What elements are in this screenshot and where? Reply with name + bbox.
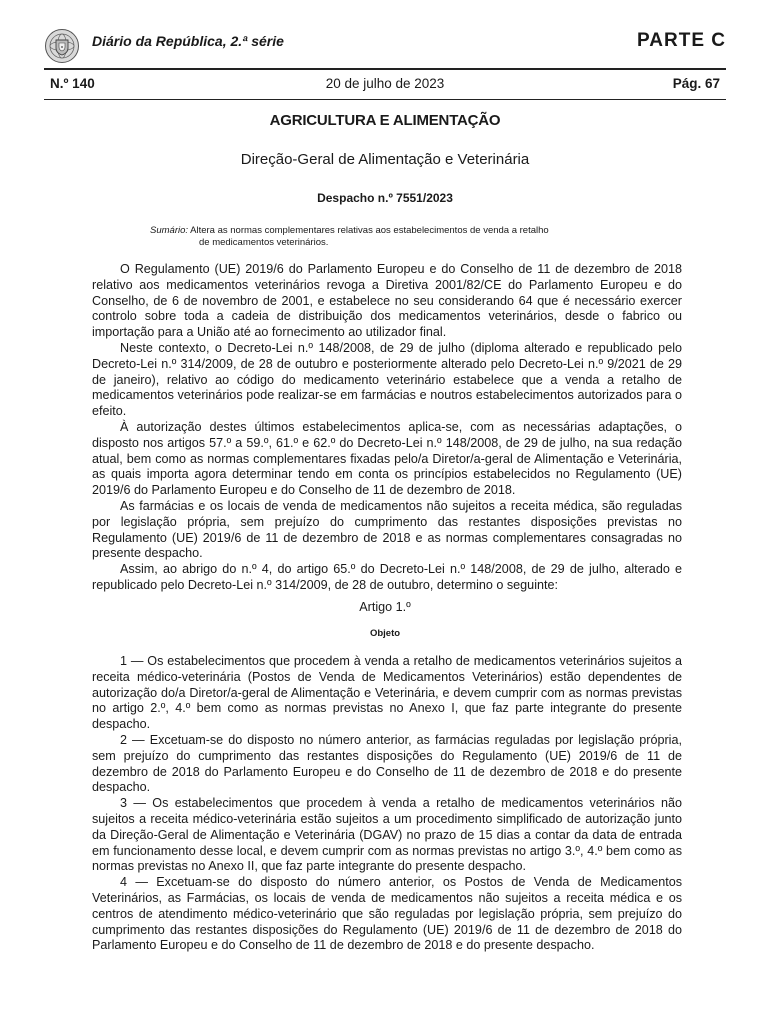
part-label: PARTE C [637,30,726,51]
issue-bar [50,76,720,94]
preamble [92,262,682,594]
directorate-heading: Direção-Geral de Alimentação e Veterinária [240,151,530,168]
preamble-paragraph: O Regulamento (UE) 2019/6 do Parlamento Europeu e do Conselho de 11 de dezembro de 2018 relativo aos medicamentos veterinários revoga a Diretiva 2001/82/CE do Parlamento Europeu e do Conselho, de 6 de novembro de 2001, e estabelece no seu considerando 64 que é necessário exercer controlo sobre toda a cadeia de distribuição dos medicamentos veterinários, desde o fabrico ou importação para a União até ao fornecimento ao utilizador final. [92,262,682,340]
summary-line-1: Altera as normas complementares relativas aos estabelecimentos de venda a retalho [190,225,549,236]
journal-title: Diário da República, 2.ª série [92,33,284,49]
summary [150,225,630,249]
preamble-paragraph: As farmácias e os locais de venda de medicamentos não sujeitos a receita médica, são reguladas por legislação própria, sem prejuízo do cumprimento das restantes disposições previstas no Regulamento (UE) 2019/6 de 11 de dezembro de 2018 e as normas complementares consagradas no presente despacho. [92,498,682,561]
preamble-paragraph: Assim, ao abrigo do n.º 4, do artigo 65.º do Decreto-Lei n.º 148/2008, de 29 de julho, alterado e republicado pelo Decreto-Lei n.º 314/2009, de 28 de outubro, determino o seguinte: [92,562,682,592]
preamble-paragraph: À autorização destes últimos estabelecimentos aplica-se, com as necessárias adaptações, o disposto nos artigos 57.º a 59.º, 61.º e 62.º do Decreto-Lei n.º 148/2008, de 29 de julho, na sua redação atual, bem como as normas complementares fixadas pelo/a Diretor/a-geral de Alimentação e Veterinária, as quais importa agora determinar tendo em conta os princípios estabelecidos no Regulamento (UE) 2019/6 do Parlamento Europeu e do Conselho de 11 de dezembro de 2018. [92,419,682,498]
article-paragraph: 2 — Excetuam-se do disposto no número anterior, as farmácias reguladas por legislação própria, sem prejuízo do cumprimento das restantes disposições do Regulamento (UE) 2019/6 de 11 de dezembro de 2018 do Parlamento Europeu e do Conselho de 11 de dezembro de 2018 e do presente despacho. [92,732,682,795]
ministry-heading: AGRICULTURA E ALIMENTAÇÃO [269,112,501,129]
summary-label: Sumário: [150,225,189,236]
issue-number: N.º 140 [50,76,95,91]
article-paragraph: 4 — Excetuam-se do disposto do número anterior, os Postos de Venda de Medicamentos Veterinários, as Farmácias, os locais de venda de medicamentos não sujeitos a receita médica e os centros de atendimento médico-veterinário que são reguladas por legislação própria, sem prejuízo do cumprimento das restantes disposições do Regulamento (UE) 2019/6 de 11 de dezembro de 2018 do Parlamento Europeu e do Conselho de 11 de dezembro de 2018 e do presente despacho. [92,875,682,953]
article-body [92,654,682,954]
issue-divider [44,99,726,100]
article-paragraph: 1 — Os estabelecimentos que procedem à venda a retalho de medicamentos veterinários sujeitos a receita médico-veterinária (Postos de Venda de Medicamentos Veterinários) estão dependentes de autorização do/a Diretor/a-geral de Alimentação e Veterinária, e devem cumprir com as normas previstas no artigo 2.º, 4.º bem como as normas previstas no Anexo I, que faz parte integrante do presente despacho. [92,654,682,732]
publication-date: 20 de julho de 2023 [325,76,445,91]
preamble-paragraph: Neste contexto, o Decreto-Lei n.º 148/2008, de 29 de julho (diploma alterado e republicado pelo Decreto-Lei n.º 314/2009, de 28 de outubro e posteriormente alterado pelo Decreto-Lei n.º 9/2021 de 29 de janeiro), relativo ao código do medicamento veterinário estabelece que a venda a retalho de medicamentos veterinários pode realizar-se em farmácias e noutros estabelecimentos autorizados para o efeito. [92,340,682,419]
article-subtitle: Objeto [369,628,401,639]
header-divider [44,68,726,70]
republic-emblem-icon [44,28,80,64]
page-header [44,26,726,66]
summary-line-2: de medicamentos veterinários. [199,237,329,248]
article-paragraph: 3 — Os estabelecimentos que procedem à venda a retalho de medicamentos veterinários não sujeitos a receita médico-veterinária estão sujeitos a um procedimento simplificado de autorização junto da Direção-Geral de Alimentação e Veterinária (DGAV) no prazo de 15 dias a contar da data de entrada em funcionamento desse local, e devem cumprir com as normas previstas no artigo 3.º, 4.º bem como as normas previstas no Anexo II, que faz parte integrante do presente despacho. [92,796,682,874]
article-title: Artigo 1.º [359,600,411,614]
page-number: Pág. 67 [672,76,720,91]
despacho-title: Despacho n.º 7551/2023 [317,191,453,205]
